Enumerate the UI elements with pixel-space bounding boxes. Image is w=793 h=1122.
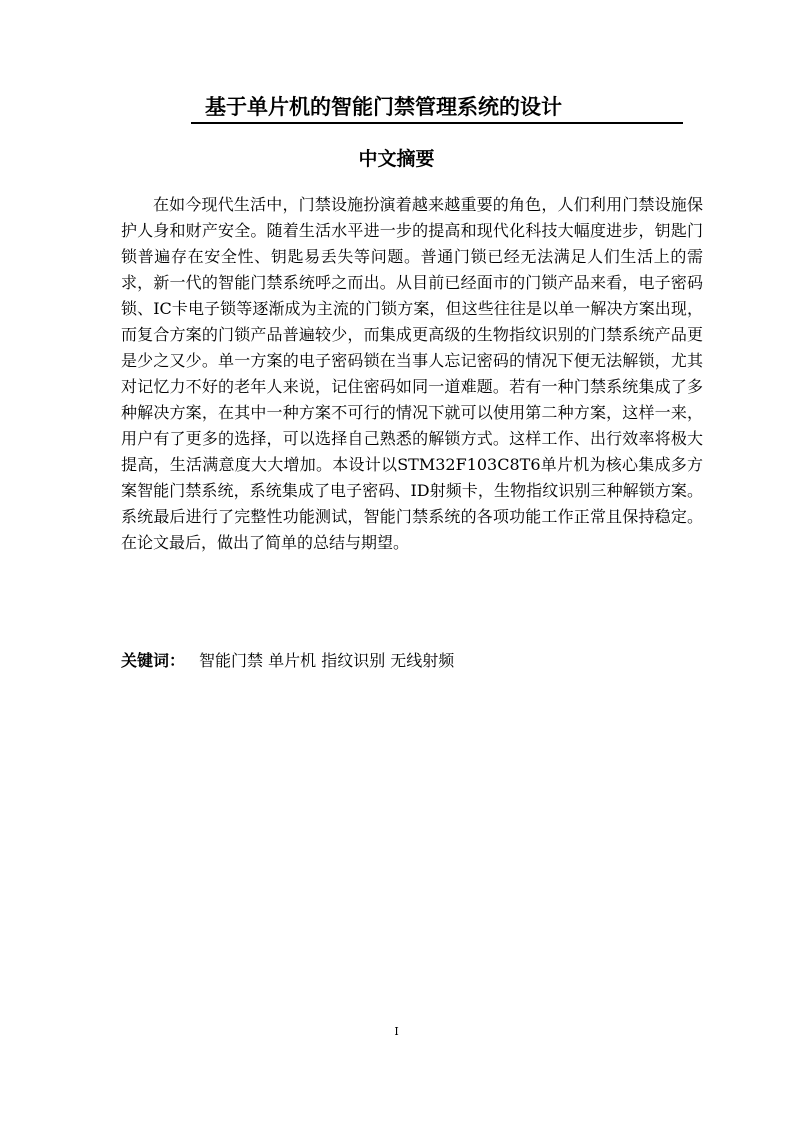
keywords-line <box>121 648 454 674</box>
abstract-heading: 中文摘要 <box>358 148 435 170</box>
title-underline <box>191 93 683 124</box>
document-title: 基于单片机的智能门禁管理系统的设计 <box>205 95 562 119</box>
keywords-list: 智能门禁 单片机 指纹识别 无线射频 <box>199 651 455 670</box>
abstract-body: 在如今现代生活中，门禁设施扮演着越来越重要的角色，人们利用门禁设施保护人身和财产安全。随着生活水平进一步的提高和现代化科技大幅度进步，钥匙门锁普遍存在安全性、钥匙易丢失等问题。普通门锁已经无法满足人们生活上的需求，新一代的智能门禁系统呼之而出。从目前已经面市的门锁产品来看，电子密码锁、IC卡电子锁等逐渐成为主流的门锁方案，但这些往往是以单一解决方案出现，而复合方案的门锁产品普遍较少，而集成更高级的生物指纹识别的门禁系统产品更是少之又少。单一方案的电子密码锁在当事人忘记密码的情况下便无法解锁，尤其对记忆力不好的老年人来说，记住密码如同一道难题。若有一种门禁系统集成了多种解决方案，在其中一种方案不可行的情况下就可以使用第二种方案，这样一来，用户有了更多的选择，可以选择自己熟悉的解锁方式。这样工作、出行效率将极大提高，生活满意度大大增加。本设计以STM32F103C8T6单片机为核心集成多方案智能门禁系统，系统集成了电子密码、ID射频卡，生物指纹识别三种解锁方案。系统最后进行了完整性功能测试，智能门禁系统的各项功能工作正常且保持稳定。在论文最后，做出了简单的总结与期望。 <box>121 195 703 552</box>
keywords-label: 关键词： <box>121 651 186 670</box>
page-number: I <box>394 1025 399 1038</box>
